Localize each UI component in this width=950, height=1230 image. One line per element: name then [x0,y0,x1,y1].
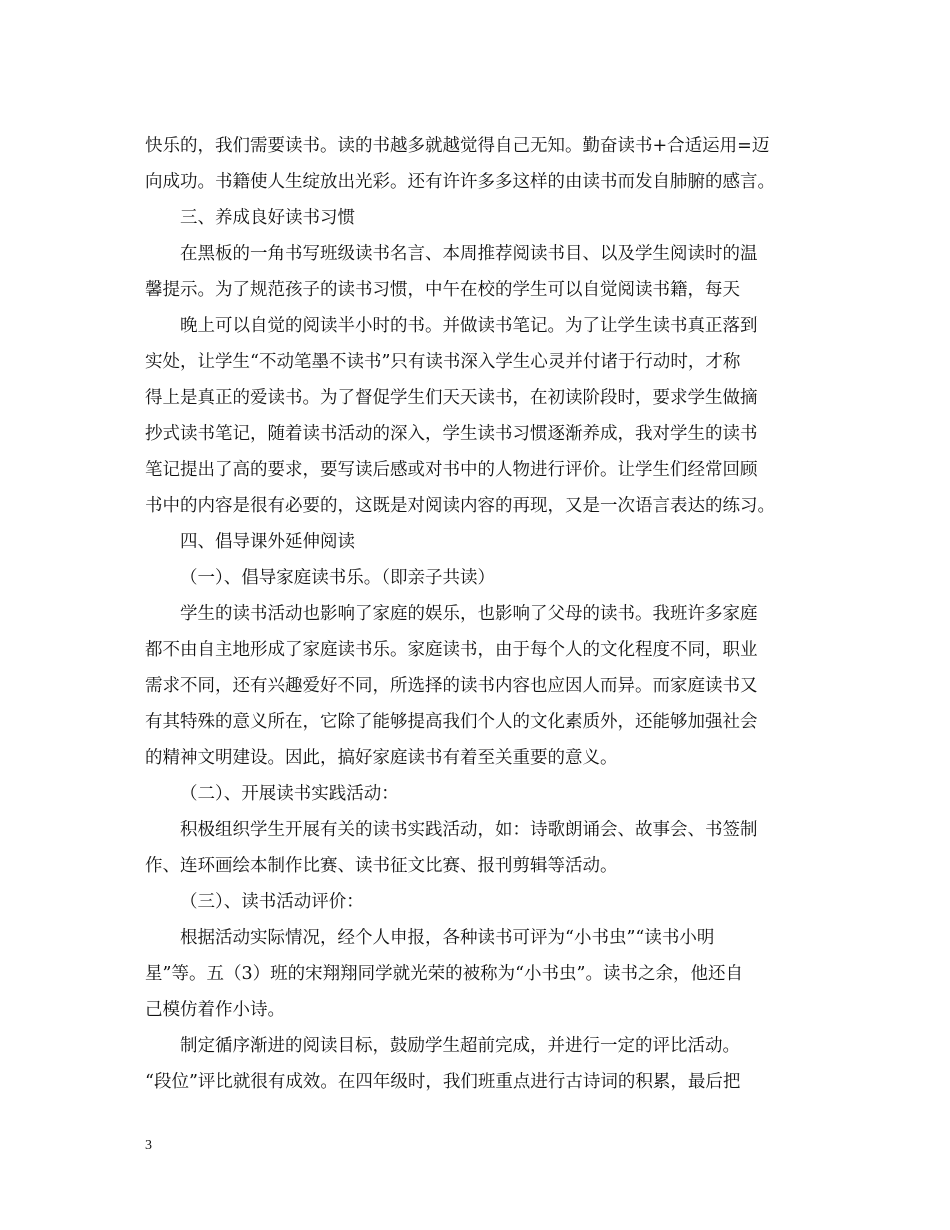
body-text-line: 的精神文明建设。因此，搞好家庭读书有着至关重要的意义。 [145,748,618,768]
body-text-line: 己模仿着作小诗。 [145,1000,285,1020]
body-text-line: 抄式读书笔记，随着读书活动的深入，学生读书习惯逐渐养成，我对学生的读书 [145,424,758,444]
body-text-line: 书中的内容是很有必要的，这既是对阅读内容的再现，又是一次语言表达的练习。 [145,496,775,516]
subsection-heading: （一）、倡导家庭读书乐。（即亲子共读） [180,568,495,588]
body-text-line: 星”等。五（3）班的宋翔翔同学就光荣的被称为“小书虫”。读书之余，他还自 [145,964,743,984]
body-text-line: 制定循序渐进的阅读目标，鼓励学生超前完成，并进行一定的评比活动。 [180,1036,740,1056]
subsection-heading: （三）、读书活动评价： [180,892,364,912]
body-text-line: 根据活动实际情况，经个人申报，各种读书可评为“小书虫”“读书小明 [180,928,715,948]
body-text-line: 向成功。书籍使人生绽放出光彩。还有许许多多这样的由读书而发自肺腑的感言。 [145,172,775,192]
body-text-line: 馨提示。为了规范孩子的读书习惯，中午在校的学生可以自觉阅读书籍，每天 [145,280,740,300]
body-text-line: 作、连环画绘本制作比赛、读书征文比赛、报刊剪辑等活动。 [145,856,618,876]
body-text-line: 得上是真正的爱读书。为了督促学生们天天读书，在初读阶段时，要求学生做摘 [145,388,758,408]
body-text-line: 都不由自主地形成了家庭读书乐。家庭读书，由于每个人的文化程度不同，职业 [145,640,758,660]
subsection-heading: （二）、开展读书实践活动： [180,784,399,804]
body-text-line: 在黑板的一角书写班级读书名言、本周推荐阅读书目、以及学生阅读时的温 [180,244,758,264]
body-text-line: 晚上可以自觉的阅读半小时的书。并做读书笔记。为了让学生读书真正落到 [180,316,758,336]
body-text-line: 实处，让学生“不动笔墨不读书”只有读书深入学生心灵并付诸于行动时，才称 [145,352,741,372]
section-heading: 三、养成良好读书习惯 [180,208,355,228]
body-text-line: “段位”评比就很有成效。在四年级时，我们班重点进行古诗词的积累，最后把 [145,1072,741,1092]
body-text-line: 需求不同，还有兴趣爱好不同，所选择的读书内容也应因人而异。而家庭读书又 [145,676,758,696]
body-text-line: 笔记提出了高的要求，要写读后感或对书中的人物进行评价。让学生们经常回顾 [145,460,758,480]
body-text-line: 有其特殊的意义所在，它除了能够提高我们个人的文化素质外，还能够加强社会 [145,712,758,732]
body-text-line: 快乐的，我们需要读书。读的书越多就越觉得自己无知。勤奋读书+合适运用=迈 [145,136,770,156]
body-text-line: 学生的读书活动也影响了家庭的娱乐，也影响了父母的读书。我班许多家庭 [180,604,758,624]
section-heading: 四、倡导课外延伸阅读 [180,532,355,552]
body-text-line: 积极组织学生开展有关的读书实践活动，如：诗歌朗诵会、故事会、书签制 [180,820,758,840]
page-number: 3 [145,1138,152,1153]
